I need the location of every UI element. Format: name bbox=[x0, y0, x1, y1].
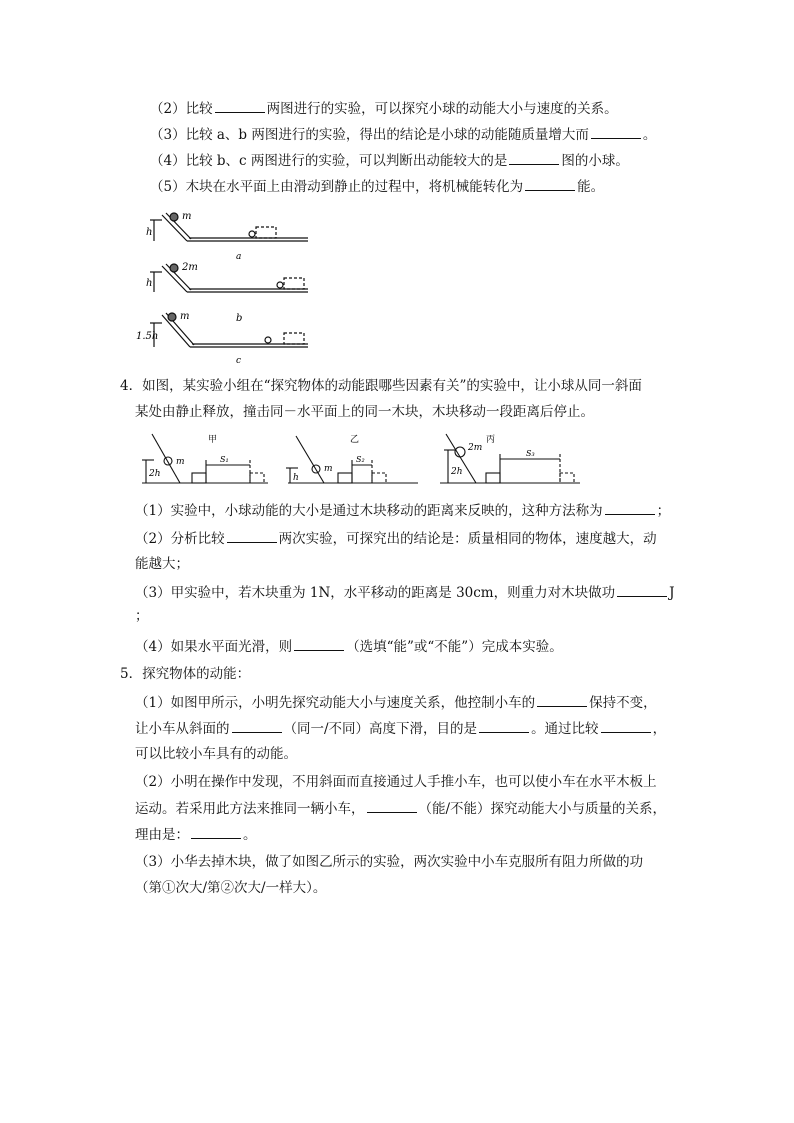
q4-stem-line2: 某处由静止释放，撞击同－水平面上的同一木块，木块移动一段距离后停止。 bbox=[135, 404, 594, 420]
answer-blank[interactable] bbox=[601, 718, 651, 733]
height-label-bing: 2h bbox=[451, 467, 463, 477]
experiment-label-jia: 甲 bbox=[208, 435, 218, 445]
q5-stem: 5．探究物体的动能： bbox=[120, 666, 251, 682]
q4-item2-cont: 能越大； bbox=[135, 556, 189, 572]
answer-blank[interactable] bbox=[232, 718, 282, 733]
q5-item2-line1: （2）小明在操作中发现，不用斜面而直接通过人手推小车，也可以使小车在水平木板上 bbox=[135, 774, 657, 790]
answer-blank[interactable] bbox=[227, 528, 277, 543]
diagram-label-a: a bbox=[236, 252, 242, 262]
mass-label-jia: m bbox=[176, 457, 185, 467]
answer-blank[interactable] bbox=[215, 98, 265, 113]
q4-item4: （4）如果水平面光滑，则 （选填“能”或“不能”）完成本实验。 bbox=[135, 636, 563, 657]
q3-item2: （2）比较 两图进行的实验，可以探究小球的动能大小与速度的关系。 bbox=[150, 98, 618, 119]
answer-blank[interactable] bbox=[479, 718, 529, 733]
height-label-jia: 2h bbox=[149, 469, 161, 479]
q4-item2: （2）分析比较 两次实验，可探究出的结论是：质量相同的物体，速度越大，动 bbox=[135, 528, 657, 549]
mass-label-a: m bbox=[182, 211, 192, 222]
q5-item3-line2: （第①次大/第②次大/一样大）。 bbox=[135, 880, 327, 896]
height-label-yi: h bbox=[293, 473, 299, 483]
answer-blank[interactable] bbox=[617, 582, 667, 597]
answer-blank[interactable] bbox=[591, 124, 641, 139]
q4-item1: （1）实验中，小球动能的大小是通过木块移动的距离来反映的，这种方法称为 ； bbox=[135, 500, 670, 521]
distance-label-yi: S₂ bbox=[356, 455, 365, 464]
experiment-label-yi: 乙 bbox=[350, 435, 360, 445]
q5-item2-line2: 运动。若采用此方法来推同一辆小车， （能/不能）探究动能大小与质量的关系， bbox=[135, 798, 666, 819]
q4-item3-cont: ； bbox=[135, 608, 149, 624]
mass-label-b: 2m bbox=[182, 262, 198, 273]
q3-figure bbox=[136, 205, 320, 374]
q3-item5: （5）木块在水平面上由滑动到静止的过程中，将机械能转化为 能。 bbox=[150, 176, 604, 197]
height-label-c: 1.5h bbox=[136, 331, 159, 342]
mass-label-c: m bbox=[180, 311, 190, 322]
distance-label-bing: S₃ bbox=[526, 449, 535, 458]
answer-blank[interactable] bbox=[537, 692, 587, 707]
experiment-label-bing: 丙 bbox=[486, 435, 496, 445]
mass-label-yi: m bbox=[324, 464, 333, 474]
answer-blank[interactable] bbox=[294, 636, 344, 651]
ramp-diagram bbox=[136, 205, 320, 370]
q4-figure bbox=[140, 430, 590, 496]
answer-blank[interactable] bbox=[509, 150, 559, 165]
answer-blank[interactable] bbox=[605, 500, 655, 515]
answer-blank[interactable] bbox=[191, 824, 241, 839]
q5-item1-line1: （1）如图甲所示，小明先探究动能大小与速度关系，他控制小车的 保持不变， bbox=[135, 692, 657, 713]
answer-blank[interactable] bbox=[367, 798, 417, 813]
q4-item3: （3）甲实验中，若木块重为 1N，水平移动的距离是 30cm，则重力对木块做功 J bbox=[135, 582, 675, 603]
q5-item2-line3: 理由是： 。 bbox=[135, 824, 257, 845]
answer-blank[interactable] bbox=[525, 176, 575, 191]
q5-item3-line1: （3）小华去掉木块，做了如图乙所示的实验，两次实验中小车克服所有阻力所做的功 bbox=[135, 854, 644, 870]
distance-label-jia: S₁ bbox=[220, 455, 229, 464]
q5-item1-line2: 让小车从斜面的 （同一/不同）高度下滑，目的是 。通过比较 ， bbox=[135, 718, 666, 739]
diagram-label-c: c bbox=[236, 356, 242, 366]
mass-label-bing: 2m bbox=[468, 443, 483, 453]
height-label-a: h bbox=[146, 227, 153, 238]
q4-stem-line1: 4．如图，某实验小组在“探究物体的动能跟哪些因素有关”的实验中，让小球从同一斜面 bbox=[120, 378, 642, 394]
q5-item1-line3: 可以比较小车具有的动能。 bbox=[135, 746, 297, 762]
height-label-b: h bbox=[146, 278, 153, 289]
q3-item4: （4）比较 b、c 两图进行的实验，可以判断出动能较大的是 图的小球。 bbox=[150, 150, 629, 171]
q3-item3: （3）比较 a、b 两图进行的实验，得出的结论是小球的动能随质量增大而 。 bbox=[150, 124, 656, 145]
ramp-block-diagram bbox=[140, 430, 590, 492]
diagram-label-b: b bbox=[236, 313, 243, 324]
